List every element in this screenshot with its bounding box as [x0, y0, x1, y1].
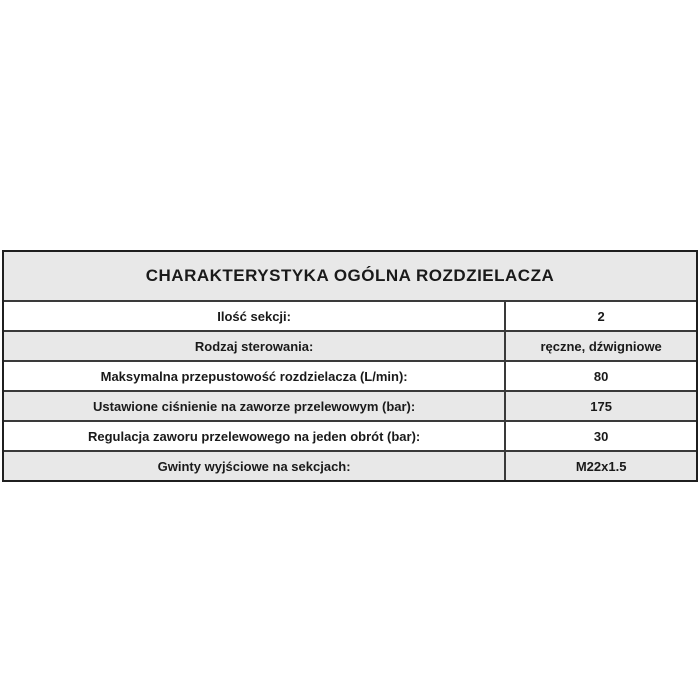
table-row	[4, 450, 696, 480]
table-row	[4, 390, 696, 420]
table-row	[4, 360, 696, 390]
spec-value: 30	[593, 428, 609, 444]
spec-table	[2, 250, 698, 482]
table-row	[4, 330, 696, 360]
spec-value: 175	[590, 398, 612, 414]
table-title: CHARAKTERYSTYKA OGÓLNA ROZDZIELACZA	[4, 252, 696, 302]
spec-label: Rodzaj sterowania:	[4, 332, 506, 360]
spec-value: 80	[593, 368, 609, 384]
spec-label: Ustawione ciśnienie na zaworze przelewowym (bar):	[4, 392, 506, 420]
table-row	[4, 302, 696, 330]
table-row	[4, 420, 696, 450]
spec-label: Regulacja zaworu przelewowego na jeden obrót (bar):	[4, 422, 506, 450]
spec-value: 2	[597, 308, 605, 324]
spec-value: M22x1.5	[575, 458, 627, 474]
spec-value: ręczne, dźwigniowe	[540, 338, 662, 354]
spec-label: Gwinty wyjściowe na sekcjach:	[4, 452, 506, 480]
spec-label: Ilość sekcji:	[4, 302, 506, 330]
spec-label: Maksymalna przepustowość rozdzielacza (L/min):	[4, 362, 506, 390]
